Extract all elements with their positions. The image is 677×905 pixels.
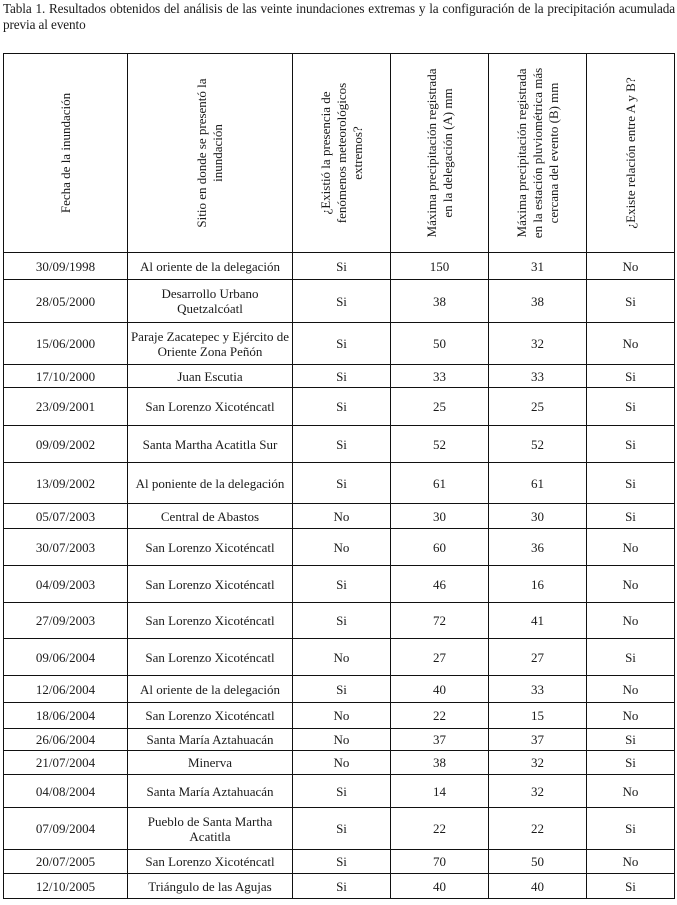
table-row <box>4 808 675 850</box>
table-row <box>4 751 675 775</box>
sitio-cell: Minerva <box>128 751 293 775</box>
precip-a-cell: 22 <box>391 703 489 729</box>
sitio-cell: San Lorenzo Xicoténcatl <box>128 603 293 639</box>
table-row <box>4 850 675 874</box>
relacion-cell: No <box>587 850 675 874</box>
table-row <box>4 874 675 899</box>
header-fenomenos <box>293 54 391 253</box>
header-relacion-label: ¿Existe relación entre A y B? <box>622 77 638 229</box>
fenomenos-cell: No <box>293 504 391 529</box>
header-precip-b <box>489 54 587 253</box>
header-fecha-label: Fecha de la inundación <box>57 92 73 214</box>
fecha-cell: 30/09/1998 <box>4 253 128 280</box>
fecha-cell: 15/06/2000 <box>4 323 128 365</box>
fecha-cell: 18/06/2004 <box>4 703 128 729</box>
fenomenos-cell: No <box>293 639 391 676</box>
precip-b-cell: 37 <box>489 729 587 751</box>
relacion-cell: No <box>587 323 675 365</box>
sitio-cell: San Lorenzo Xicoténcatl <box>128 639 293 676</box>
fecha-cell: 09/09/2002 <box>4 426 128 463</box>
fecha-cell: 17/10/2000 <box>4 365 128 388</box>
sitio-cell: Pueblo de Santa Martha Acatitla <box>128 808 293 850</box>
precip-a-cell: 40 <box>391 676 489 703</box>
table-row <box>4 280 675 323</box>
fecha-cell: 26/06/2004 <box>4 729 128 751</box>
relacion-cell: Si <box>587 365 675 388</box>
table-row <box>4 253 675 280</box>
precip-b-cell: 32 <box>489 323 587 365</box>
sitio-cell: Al oriente de la delegación <box>128 253 293 280</box>
header-fenomenos-label: ¿Existió la presencia de fenómenos meteorológicos extremos? <box>317 82 365 224</box>
header-precip-a-label: Máxima precipitación registrada en la delegación (A) mm <box>423 68 455 238</box>
sitio-cell: Triángulo de las Agujas <box>128 874 293 899</box>
header-precip-b-label: Máxima precipitación registrada en la estación pluviométrica más cercana del evento (B) mm <box>513 67 561 239</box>
fenomenos-cell: Si <box>293 365 391 388</box>
precip-a-cell: 40 <box>391 874 489 899</box>
table-row <box>4 676 675 703</box>
fenomenos-cell: Si <box>293 280 391 323</box>
relacion-cell: Si <box>587 751 675 775</box>
fenomenos-cell: Si <box>293 388 391 426</box>
precip-b-cell: 27 <box>489 639 587 676</box>
precip-b-cell: 52 <box>489 426 587 463</box>
fecha-cell: 28/05/2000 <box>4 280 128 323</box>
sitio-cell: Santa Martha Acatitla Sur <box>128 426 293 463</box>
precip-a-cell: 25 <box>391 388 489 426</box>
relacion-cell: Si <box>587 388 675 426</box>
precip-a-cell: 30 <box>391 504 489 529</box>
precip-a-cell: 52 <box>391 426 489 463</box>
table-row <box>4 729 675 751</box>
table-row <box>4 566 675 603</box>
sitio-cell: San Lorenzo Xicoténcatl <box>128 529 293 566</box>
fenomenos-cell: No <box>293 729 391 751</box>
header-relacion <box>587 54 675 253</box>
fenomenos-cell: Si <box>293 253 391 280</box>
table-row <box>4 703 675 729</box>
precip-b-cell: 38 <box>489 280 587 323</box>
header-precip-a <box>391 54 489 253</box>
table-row <box>4 639 675 676</box>
precip-a-cell: 150 <box>391 253 489 280</box>
fenomenos-cell: No <box>293 529 391 566</box>
fenomenos-cell: Si <box>293 323 391 365</box>
precip-b-cell: 30 <box>489 504 587 529</box>
sitio-cell: Desarrollo Urbano Quetzalcóatl <box>128 280 293 323</box>
table-row <box>4 504 675 529</box>
fecha-cell: 12/10/2005 <box>4 874 128 899</box>
precip-a-cell: 33 <box>391 365 489 388</box>
fenomenos-cell: Si <box>293 874 391 899</box>
relacion-cell: No <box>587 529 675 566</box>
relacion-cell: No <box>587 676 675 703</box>
precip-b-cell: 16 <box>489 566 587 603</box>
fecha-cell: 04/09/2003 <box>4 566 128 603</box>
precip-b-cell: 36 <box>489 529 587 566</box>
precip-b-cell: 15 <box>489 703 587 729</box>
fecha-cell: 20/07/2005 <box>4 850 128 874</box>
table-row <box>4 388 675 426</box>
sitio-cell: Paraje Zacatepec y Ejército de Oriente Zona Peñón <box>128 323 293 365</box>
header-row <box>4 54 675 253</box>
fenomenos-cell: Si <box>293 775 391 808</box>
precip-b-cell: 40 <box>489 874 587 899</box>
fenomenos-cell: Si <box>293 603 391 639</box>
sitio-cell: San Lorenzo Xicoténcatl <box>128 388 293 426</box>
relacion-cell: Si <box>587 729 675 751</box>
floods-table <box>3 53 675 899</box>
table-row <box>4 529 675 566</box>
fenomenos-cell: No <box>293 751 391 775</box>
table-row <box>4 323 675 365</box>
relacion-cell: Si <box>587 504 675 529</box>
precip-b-cell: 50 <box>489 850 587 874</box>
precip-a-cell: 61 <box>391 463 489 504</box>
precip-a-cell: 46 <box>391 566 489 603</box>
sitio-cell: San Lorenzo Xicoténcatl <box>128 850 293 874</box>
sitio-cell: Al poniente de la delegación <box>128 463 293 504</box>
precip-b-cell: 41 <box>489 603 587 639</box>
sitio-cell: Santa María Aztahuacán <box>128 729 293 751</box>
table-caption: Tabla 1. Resultados obtenidos del análisis de las veinte inundaciones extremas y la configuración de la precipitación acumulada previa al evento <box>3 1 675 32</box>
relacion-cell: No <box>587 703 675 729</box>
precip-b-cell: 61 <box>489 463 587 504</box>
sitio-cell: San Lorenzo Xicoténcatl <box>128 566 293 603</box>
table-row <box>4 426 675 463</box>
precip-b-cell: 25 <box>489 388 587 426</box>
precip-b-cell: 31 <box>489 253 587 280</box>
fecha-cell: 13/09/2002 <box>4 463 128 504</box>
relacion-cell: No <box>587 603 675 639</box>
fecha-cell: 21/07/2004 <box>4 751 128 775</box>
header-sitio <box>128 54 293 253</box>
fenomenos-cell: Si <box>293 850 391 874</box>
fecha-cell: 09/06/2004 <box>4 639 128 676</box>
relacion-cell: Si <box>587 639 675 676</box>
header-sitio-label: Sitio en donde se presentó la inundación <box>194 78 225 228</box>
relacion-cell: Si <box>587 280 675 323</box>
precip-a-cell: 72 <box>391 603 489 639</box>
precip-a-cell: 38 <box>391 751 489 775</box>
precip-b-cell: 33 <box>489 676 587 703</box>
sitio-cell: Central de Abastos <box>128 504 293 529</box>
fecha-cell: 05/07/2003 <box>4 504 128 529</box>
fecha-cell: 04/08/2004 <box>4 775 128 808</box>
relacion-cell: No <box>587 566 675 603</box>
sitio-cell: San Lorenzo Xicoténcatl <box>128 703 293 729</box>
relacion-cell: Si <box>587 426 675 463</box>
precip-a-cell: 22 <box>391 808 489 850</box>
precip-a-cell: 37 <box>391 729 489 751</box>
precip-a-cell: 14 <box>391 775 489 808</box>
table-row <box>4 603 675 639</box>
relacion-cell: Si <box>587 463 675 504</box>
precip-b-cell: 32 <box>489 751 587 775</box>
precip-b-cell: 33 <box>489 365 587 388</box>
precip-a-cell: 27 <box>391 639 489 676</box>
precip-a-cell: 70 <box>391 850 489 874</box>
relacion-cell: No <box>587 775 675 808</box>
table-row <box>4 365 675 388</box>
precip-b-cell: 32 <box>489 775 587 808</box>
relacion-cell: Si <box>587 874 675 899</box>
precip-a-cell: 38 <box>391 280 489 323</box>
fecha-cell: 27/09/2003 <box>4 603 128 639</box>
fenomenos-cell: No <box>293 703 391 729</box>
sitio-cell: Juan Escutia <box>128 365 293 388</box>
relacion-cell: Si <box>587 808 675 850</box>
fenomenos-cell: Si <box>293 566 391 603</box>
fecha-cell: 23/09/2001 <box>4 388 128 426</box>
table-row <box>4 775 675 808</box>
fenomenos-cell: Si <box>293 676 391 703</box>
sitio-cell: Santa María Aztahuacán <box>128 775 293 808</box>
relacion-cell: No <box>587 253 675 280</box>
fecha-cell: 07/09/2004 <box>4 808 128 850</box>
precip-a-cell: 50 <box>391 323 489 365</box>
header-fecha <box>4 54 128 253</box>
fecha-cell: 30/07/2003 <box>4 529 128 566</box>
fenomenos-cell: Si <box>293 808 391 850</box>
sitio-cell: Al oriente de la delegación <box>128 676 293 703</box>
fenomenos-cell: Si <box>293 426 391 463</box>
precip-b-cell: 22 <box>489 808 587 850</box>
fenomenos-cell: Si <box>293 463 391 504</box>
fecha-cell: 12/06/2004 <box>4 676 128 703</box>
precip-a-cell: 60 <box>391 529 489 566</box>
table-row <box>4 463 675 504</box>
